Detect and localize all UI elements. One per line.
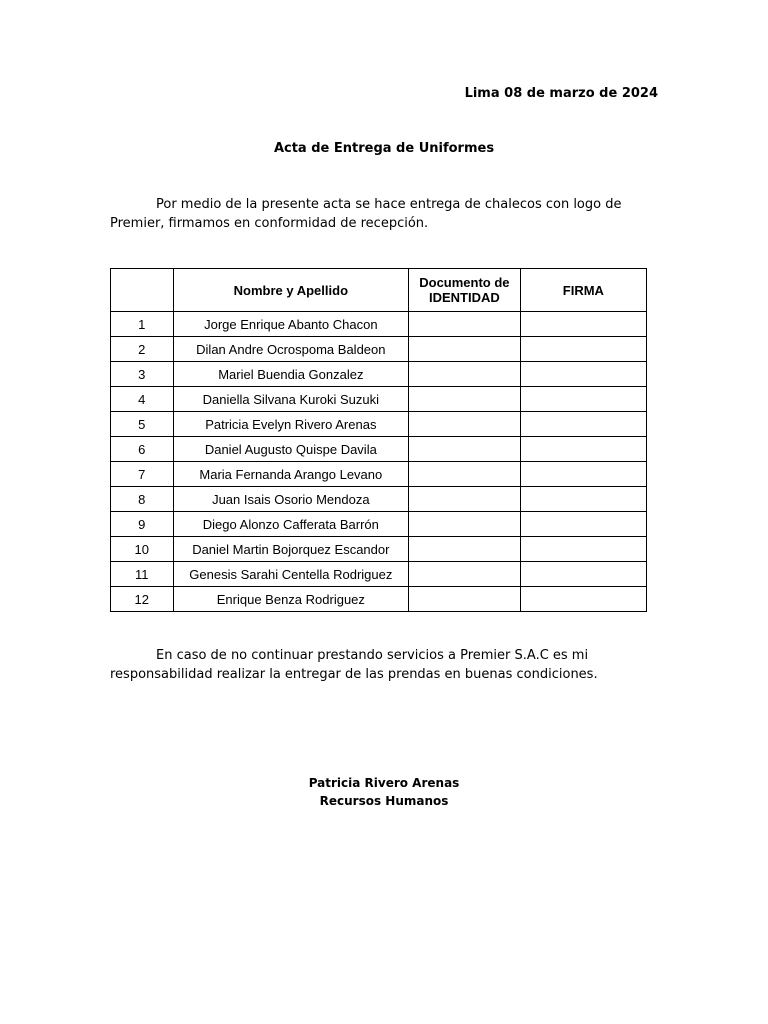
row-number-cell: 6 — [111, 437, 174, 462]
row-signature-cell — [520, 337, 646, 362]
document-title: Acta de Entrega de Uniformes — [273, 141, 495, 156]
row-number-cell: 12 — [111, 587, 174, 612]
row-number-cell: 9 — [111, 512, 174, 537]
row-document-cell — [409, 587, 521, 612]
row-signature-cell — [520, 437, 646, 462]
table-row — [111, 487, 647, 512]
row-signature-cell — [520, 362, 646, 387]
row-name-cell: Diego Alonzo Cafferata Barrón — [173, 512, 409, 537]
table-row — [111, 462, 647, 487]
row-document-cell — [409, 387, 521, 412]
row-signature-cell — [520, 312, 646, 337]
row-document-cell — [409, 562, 521, 587]
row-number-cell: 4 — [111, 387, 174, 412]
row-name-cell: Genesis Sarahi Centella Rodriguez — [173, 562, 409, 587]
header-number — [111, 269, 174, 312]
row-number-cell: 1 — [111, 312, 174, 337]
row-document-cell — [409, 512, 521, 537]
table-row — [111, 362, 647, 387]
header-name: Nombre y Apellido — [173, 269, 409, 312]
row-document-cell — [409, 487, 521, 512]
row-number-cell: 8 — [111, 487, 174, 512]
row-name-cell: Daniel Augusto Quispe Davila — [173, 437, 409, 462]
row-signature-cell — [520, 412, 646, 437]
row-document-cell — [409, 362, 521, 387]
row-name-cell: Patricia Evelyn Rivero Arenas — [173, 412, 409, 437]
row-document-cell — [409, 462, 521, 487]
row-number-cell: 3 — [111, 362, 174, 387]
row-number-cell: 5 — [111, 412, 174, 437]
row-name-cell: Jorge Enrique Abanto Chacon — [173, 312, 409, 337]
header-signature: FIRMA — [520, 269, 646, 312]
row-number-cell: 7 — [111, 462, 174, 487]
table-row — [111, 537, 647, 562]
table-row — [111, 587, 647, 612]
row-name-cell: Dilan Andre Ocrospoma Baldeon — [173, 337, 409, 362]
row-document-cell — [409, 537, 521, 562]
table-row — [111, 512, 647, 537]
row-signature-cell — [520, 512, 646, 537]
row-name-cell: Daniella Silvana Kuroki Suzuki — [173, 387, 409, 412]
row-name-cell: Juan Isais Osorio Mendoza — [173, 487, 409, 512]
table-row — [111, 337, 647, 362]
row-number-cell: 2 — [111, 337, 174, 362]
row-document-cell — [409, 312, 521, 337]
intro-paragraph: Por medio de la presente acta se hace entrega de chalecos con logo de Premier, firmamos en conformidad de recepción. — [110, 197, 622, 231]
row-signature-cell — [520, 487, 646, 512]
row-signature-cell — [520, 587, 646, 612]
row-document-cell — [409, 437, 521, 462]
table-row — [111, 412, 647, 437]
signature-block — [0, 774, 768, 810]
row-document-cell — [409, 337, 521, 362]
row-number-cell: 11 — [111, 562, 174, 587]
table-header-row — [111, 269, 647, 312]
row-name-cell: Maria Fernanda Arango Levano — [173, 462, 409, 487]
closing-paragraph: En caso de no continuar prestando servicios a Premier S.A.C es mi responsabilidad realizar la entregar de las prendas en buenas condiciones. — [110, 648, 598, 682]
signatory-name: Patricia Rivero Arenas — [308, 776, 460, 790]
table-row — [111, 312, 647, 337]
table-row — [111, 562, 647, 587]
uniform-delivery-table — [110, 268, 647, 612]
row-document-cell — [409, 412, 521, 437]
row-signature-cell — [520, 562, 646, 587]
row-signature-cell — [520, 387, 646, 412]
row-number-cell: 10 — [111, 537, 174, 562]
table-row — [111, 437, 647, 462]
header-document: Documento de IDENTIDAD — [409, 269, 521, 312]
row-signature-cell — [520, 537, 646, 562]
table-row — [111, 387, 647, 412]
document-date: Lima 08 de marzo de 2024 — [464, 86, 658, 101]
row-name-cell: Daniel Martin Bojorquez Escandor — [173, 537, 409, 562]
row-name-cell: Enrique Benza Rodriguez — [173, 587, 409, 612]
row-name-cell: Mariel Buendia Gonzalez — [173, 362, 409, 387]
row-signature-cell — [520, 462, 646, 487]
table-body — [111, 312, 647, 612]
signatory-department: Recursos Humanos — [319, 794, 449, 808]
